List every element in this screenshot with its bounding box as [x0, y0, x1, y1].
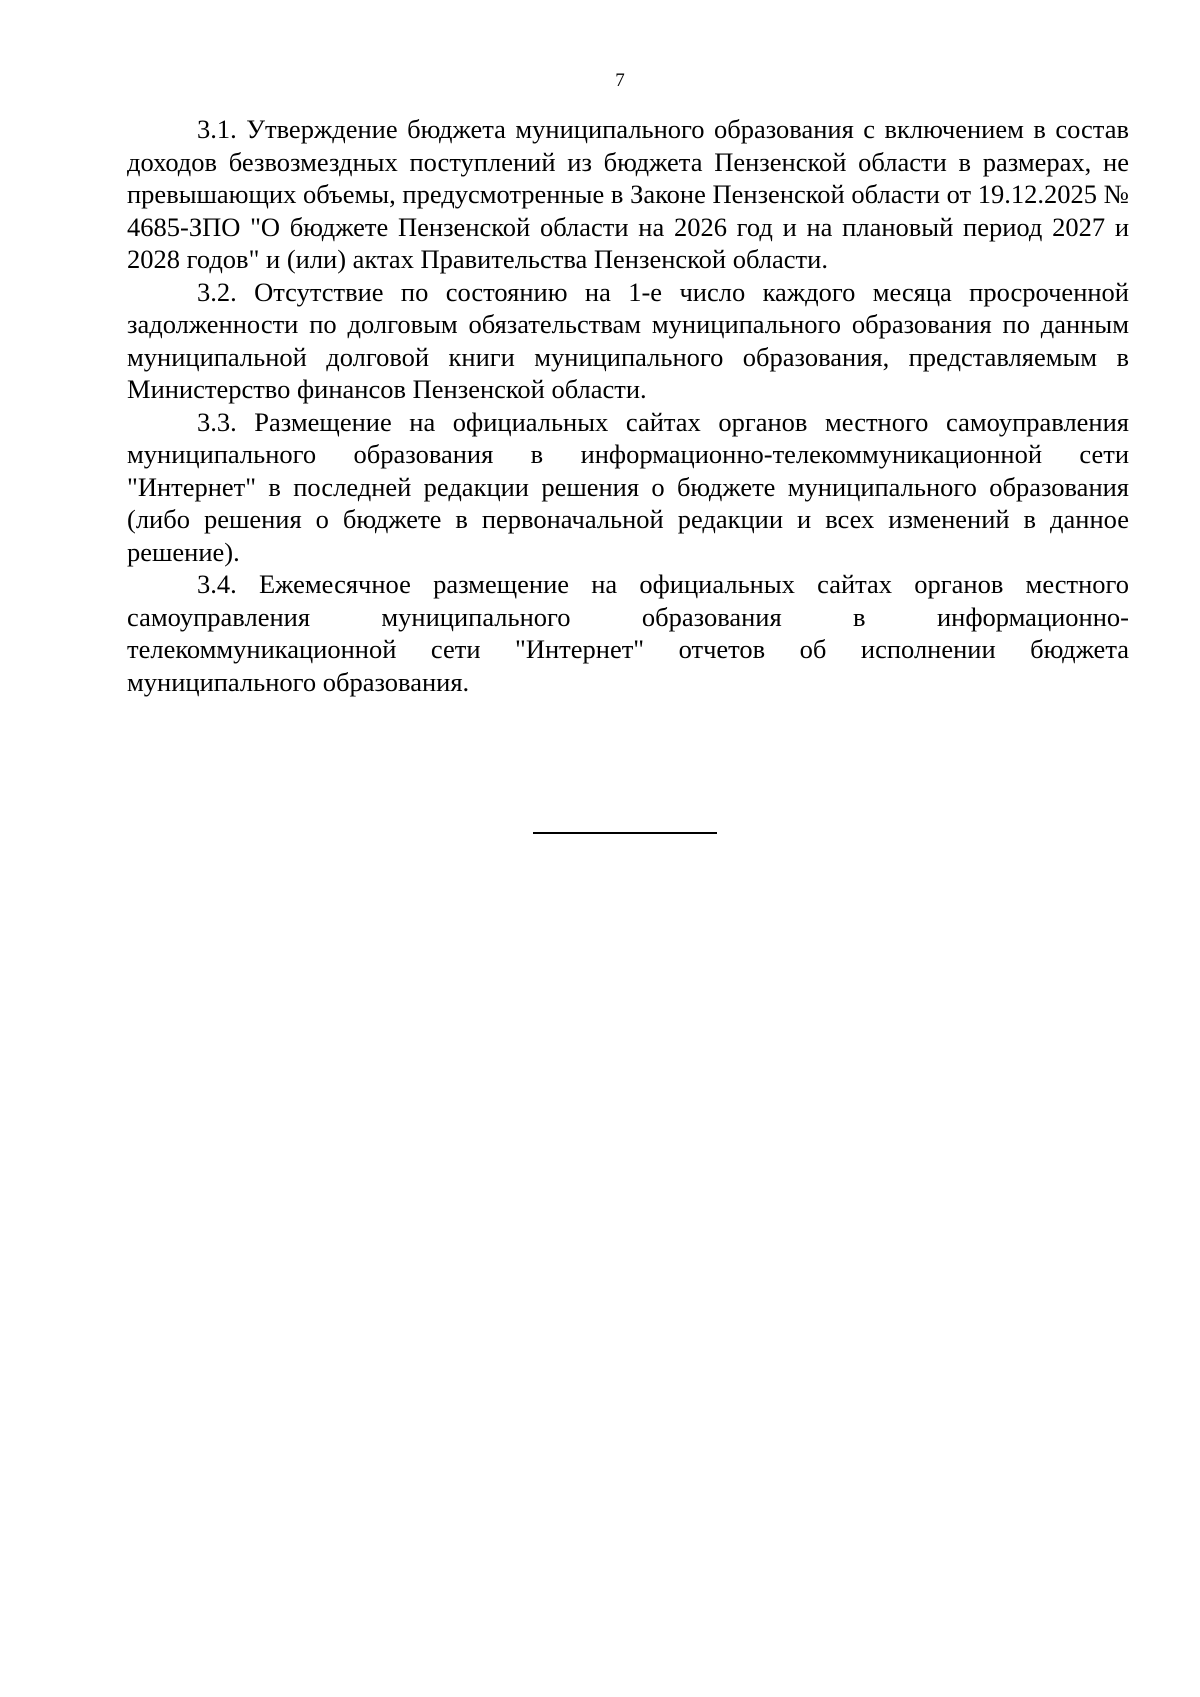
paragraph-3-3: 3.3. Размещение на официальных сайтах органов местного самоуправления муниципального образования в информационно-телекоммуникационной сети "Интернет" в последней редакции решения о бюджете муниципального образования (либо решения о бюджете в первоначальной редакции и всех изменений в данное решение).	[127, 406, 1129, 567]
paragraph-3-4: 3.4. Ежемесячное размещение на официальных сайтах органов местного самоуправления муниципального образования в информационно-телекоммуникационной сети "Интернет" отчетов об исполнении бюджета муниципального образования.	[127, 569, 1129, 697]
end-of-document-rule	[533, 832, 717, 834]
document-body	[127, 113, 1129, 698]
paragraph-3-1: 3.1. Утверждение бюджета муниципального образования с включением в состав доходов безвозмездных поступлений из бюджета Пензенской области в размерах, не превышающих объемы, предусмотренные в Законе Пензенской области от 19.12.2025 № 4685-ЗПО "О бюджете Пензенской области на 2026 год и на плановый период 2027 и 2028 годов" и (или) актах Правительства Пензенской области.	[127, 114, 1129, 274]
page-number: 7	[615, 70, 625, 91]
paragraph-3-2: 3.2. Отсутствие по состоянию на 1-е число каждого месяца просроченной задолженности по долговым обязательствам муниципального образования по данным муниципальной долговой книги муниципального образования, представляемым в Министерство финансов Пензенской области.	[127, 276, 1129, 404]
